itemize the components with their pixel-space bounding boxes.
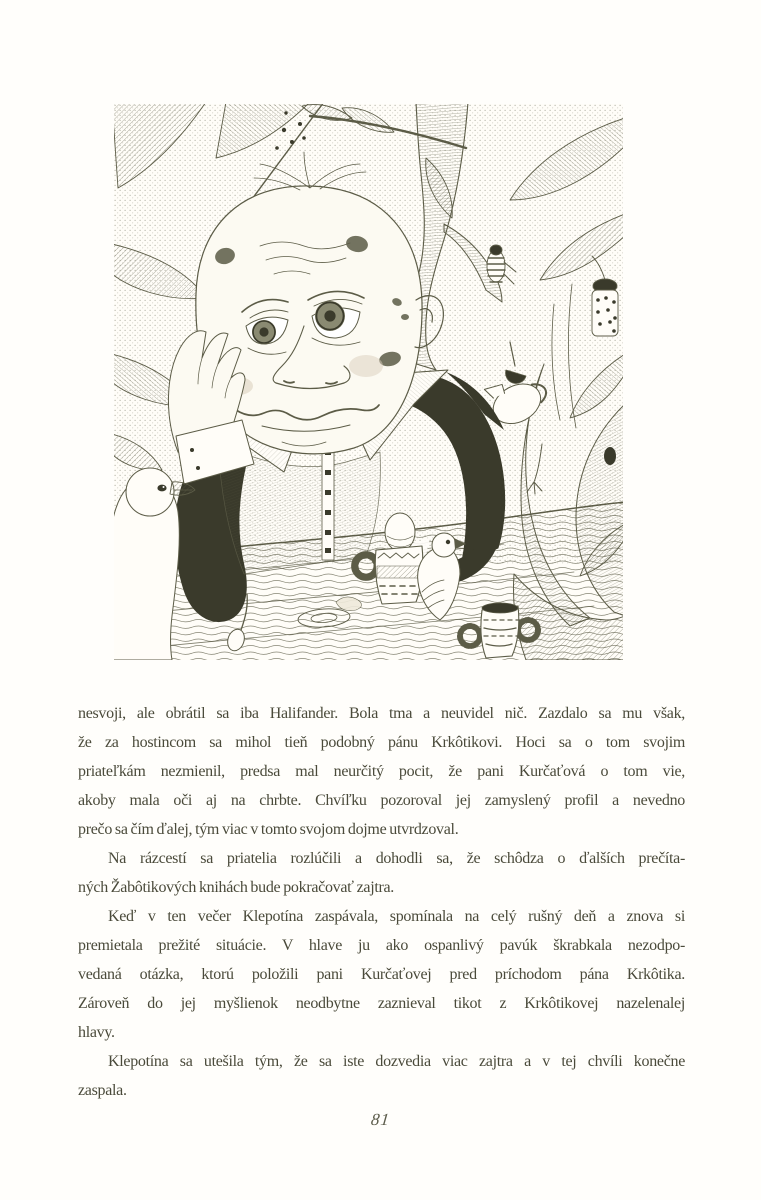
text-line: ných Žabôtikových knihách bude pokračovať zajtra. — [78, 879, 395, 896]
text-line: vedaná otázka, ktorú položili pani Kurčaťovej pred príchodom pána Krkôtika. — [78, 966, 685, 983]
text-line: Klepotína sa utešila tým, že sa iste dozvedia viac zajtra a v tej chvíli konečne — [108, 1053, 685, 1070]
text-line: prečo sa čím ďalej, tým viac v tomto svojom dojme utvrdzoval. — [78, 821, 459, 838]
text-line: Keď v ten večer Klepotína zaspávala, spomínala na celý rušný deň a znova si — [108, 908, 685, 925]
text-line: nesvoji, ale obrátil sa iba Halifander. Bola tma a neuvidel nič. Zazdalo sa mu však, — [78, 705, 685, 722]
text-line: že za hostincom sa mihol tieň podobný pánu Krkôtikovi. Hoci sa o tom svojim — [78, 734, 685, 751]
text-line: Na rázcestí sa priatelia rozlúčili a dohodli sa, že schôdza o ďalších prečíta- — [108, 850, 685, 867]
body-text — [78, 699, 685, 1105]
text-line: priateľkám nezmienil, predsa mal neurčitý pocit, že pani Kurčaťová o tom vie, — [78, 763, 685, 780]
illustration-ink-drawing — [114, 104, 623, 660]
text-line: zaspala. — [78, 1082, 127, 1099]
text-line: akoby mala oči aj na chrbte. Chvíľku pozoroval jej zamyslený profil a nevedno — [78, 792, 685, 809]
page-number: 81 — [370, 1110, 392, 1129]
egg — [385, 513, 415, 551]
text-line: Zároveň do jej myšlienok neodbytne zaznieval tikot z Krkôtikovej nazelenalej — [78, 995, 685, 1012]
text-line: premietala prežité situácie. V hlave ju ako ospanlivý pavúk škrabkala nezodpo- — [78, 937, 685, 954]
text-line: hlavy. — [78, 1024, 115, 1041]
